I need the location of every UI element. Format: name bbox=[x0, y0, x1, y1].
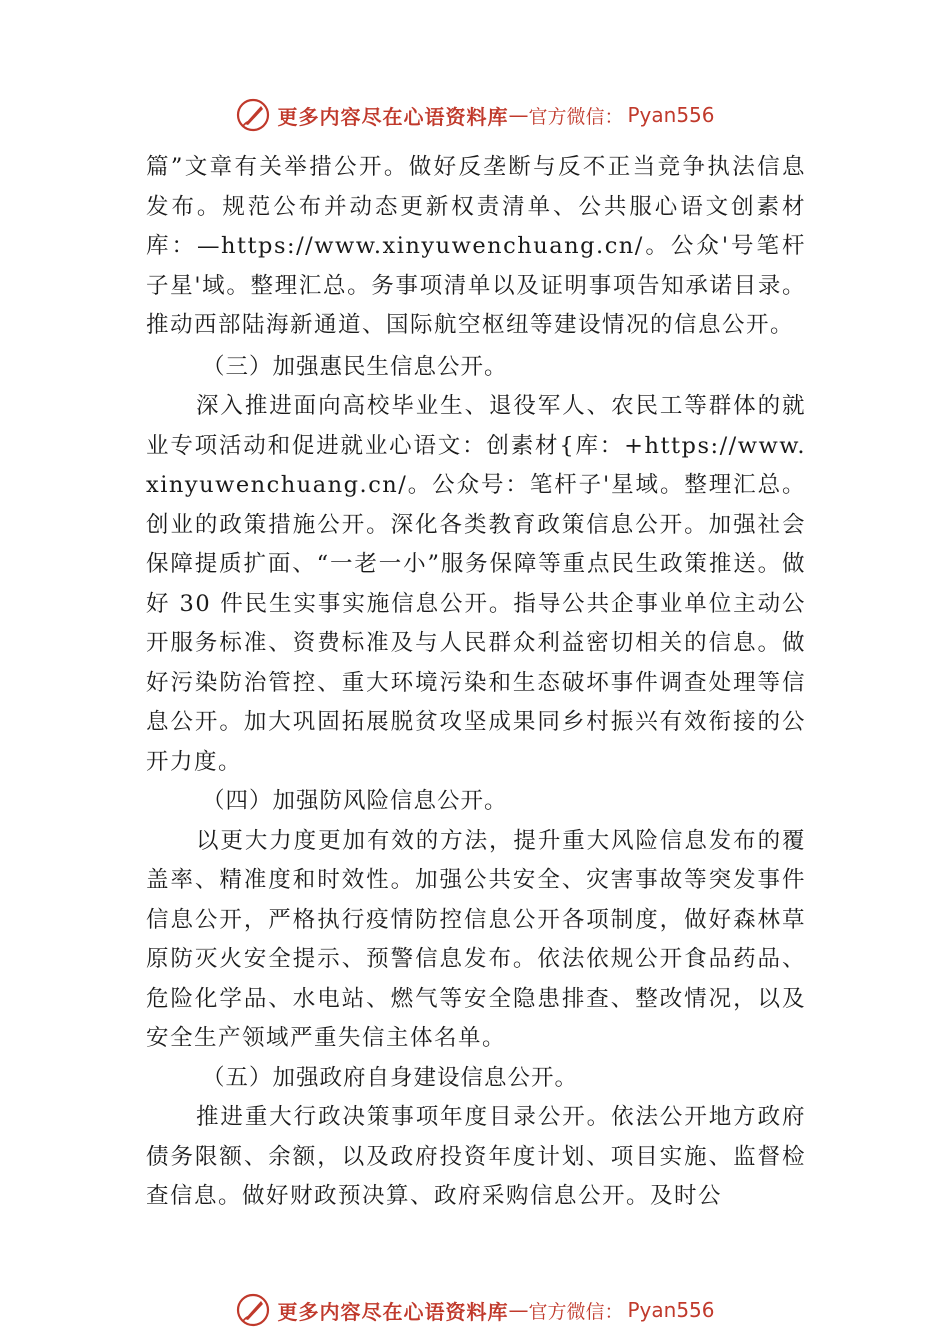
quill-logo-icon bbox=[235, 1292, 271, 1328]
footer-watermark bbox=[0, 1290, 950, 1330]
banner-wechat-label: 官方微信： bbox=[528, 1300, 624, 1323]
section-heading-3: （三）加强惠民生信息公开。 bbox=[202, 353, 508, 380]
paragraph-1: 篇”文章有关举措公开。做好反垄断与反不正当竞争执法信息发布。规范公布并动态更新权责清单、公共服心语文创素材库：—https://www.xinyuwenchuang.cn/。公众'号笔杆子星'域。整理汇总。务事项清单以及证明事项告知承诺目录。推动西部陆海新通道、国际航空枢纽等建设情况的信息公开。 bbox=[146, 154, 806, 338]
banner-text: 更多内容尽在心语资料库 bbox=[277, 104, 509, 129]
banner-separator: — bbox=[508, 1298, 529, 1322]
header-watermark bbox=[0, 95, 950, 135]
banner-wechat-id: Pyan556 bbox=[627, 1298, 715, 1322]
paragraph-3: 以更大力度更加有效的方法，提升重大风险信息发布的覆盖率、精准度和时效性。加强公共安全、灾害事故等突发事件信息公开，严格执行疫情防控信息公开各项制度，做好森林草原防灭火安全提示、预警信息发布。依法依规公开食品药品、危险化学品、水电站、燃气等安全隐患排查、整改情况，以及安全生产领域严重失信主体名单。 bbox=[146, 827, 806, 1051]
paragraph-4: 推进重大行政决策事项年度目录公开。依法公开地方政府债务限额、余额，以及政府投资年度计划、项目实施、监督检查信息。做好财政预决算、政府采购信息公开。及时公 bbox=[146, 1104, 806, 1209]
paragraph-2: 深入推进面向高校毕业生、退役军人、农民工等群体的就业专项活动和促进就业心语文：创素材{库：+https://www.xinyuwenchuang.cn/。公众号：笔杆子'星域。整理汇总。创业的政策措施公开。深化各类教育政策信息公开。加强社会保障提质扩面、“一老一小”服务保障等重点民生政策推送。做好 30 件民生实事实施信息公开。指导公共企事业单位主动公开服务标准、资费标准及与人民群众利益密切相关的信息。做好污染防治管控、重大环境污染和生态破坏事件调查处理等信息公开。加大巩固拓展脱贫攻坚成果同乡村振兴有效衔接的公开力度。 bbox=[146, 393, 806, 775]
document-body bbox=[146, 148, 806, 1217]
quill-logo-icon bbox=[235, 97, 271, 133]
banner-wechat-id: Pyan556 bbox=[627, 103, 715, 127]
banner-separator: — bbox=[508, 103, 529, 127]
banner-text: 更多内容尽在心语资料库 bbox=[277, 1299, 509, 1324]
banner-wechat-label: 官方微信： bbox=[528, 105, 624, 128]
section-heading-4: （四）加强防风险信息公开。 bbox=[202, 788, 508, 814]
section-heading-5: （五）加强政府自身建设信息公开。 bbox=[202, 1064, 579, 1091]
